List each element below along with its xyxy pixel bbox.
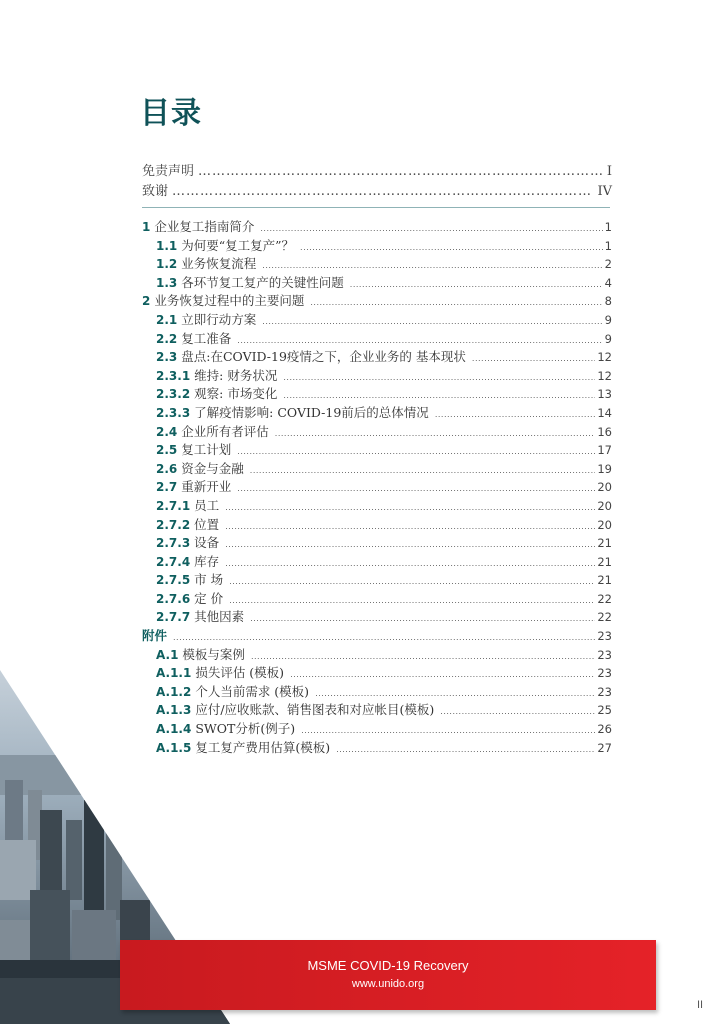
toc-entry-number: A.1.2 [156,684,192,699]
toc-entry-title: 位置 [194,516,220,532]
toc-entry-page: 16 [597,424,612,439]
toc-entry-title: 资金与金融 [181,460,244,476]
toc-entry[interactable] [142,217,612,236]
toc-entry-number: A.1 [156,647,179,662]
toc-entry-title: 复工复产费用估算(模板) [195,739,331,755]
leader-dots [172,184,593,199]
toc-entry[interactable] [142,515,612,534]
toc-entry-number: 2.3 [156,350,178,365]
toc-entry-page: 27 [597,740,612,755]
toc-entry[interactable] [142,496,612,515]
toc-entry[interactable] [142,589,612,608]
toc-entry-page: 21 [597,573,612,588]
toc-entry-page: 1 [604,220,612,234]
toc-entry-page: 20 [597,480,612,495]
toc-entry-page: 23 [597,629,612,644]
leader-dots [275,429,596,438]
front-matter-title: 致谢 [142,184,169,199]
toc-entry-number: 1.1 [156,238,178,253]
toc-entry-title: 为何要“复工复产”？ [181,237,295,253]
leader-dots [440,707,595,716]
toc-entry-page: 20 [597,498,612,513]
leader-dots [237,447,595,456]
toc-entry-title: 复工准备 [181,330,232,346]
toc-entry-page: 22 [597,591,612,606]
toc-entry-number: 1.3 [156,275,178,290]
toc-entry-title: 业务恢复流程 [181,256,257,272]
toc-entry[interactable] [142,570,612,589]
toc-entry-title: 立即行动方案 [181,311,257,327]
toc-entry-number: 2.7.3 [156,536,191,551]
toc-entry-title: 附件 [142,628,168,644]
leader-dots [435,410,596,419]
leader-dots [262,261,602,270]
toc-entry-page: 4 [604,275,612,290]
toc-entry[interactable] [142,533,612,552]
toc-entry-page: 21 [597,554,612,569]
toc-entry-number: 2.7.5 [156,573,191,588]
leader-dots [237,484,595,493]
toc-entry-title: 应付/应收账款、销售图表和对应帐目(模板) [195,702,435,718]
toc-entry-title: 了解疫情影响: COVID-19前后的总体情况 [194,404,429,420]
toc-entry[interactable] [142,607,612,626]
toc-entry-page: 8 [604,294,612,309]
toc-entry-number: 2.5 [156,443,178,458]
leader-dots [300,243,603,252]
toc-entry-title: 市 场 [194,572,224,588]
toc-entry-number: 1.2 [156,257,178,272]
leader-dots [225,540,595,549]
banner-url[interactable]: www.unido.org [351,978,425,990]
toc-entry-number: A.1.1 [156,666,192,681]
toc-entry-number: 2.7 [156,480,178,495]
front-matter-row[interactable] [142,160,612,180]
leader-dots [290,670,595,679]
front-matter-title: 免责声明 [142,164,195,179]
leader-dots [315,689,595,698]
toc-entry-title: 其他因素 [194,609,245,625]
toc-entry-number: 2.4 [156,424,178,439]
page-title: 目录 [140,96,202,131]
toc-entry-title: 维持: 财务状况 [194,367,278,383]
leader-dots [225,559,595,568]
toc-entry-page: 23 [597,666,612,681]
toc-entry-page: 23 [597,684,612,699]
toc-entry-page: 14 [597,405,612,420]
toc-entry[interactable] [142,384,612,403]
leader-dots [336,745,595,754]
toc-entry-number: 2.7.7 [156,610,191,625]
toc-entry[interactable] [142,254,612,273]
toc-entry-page: 19 [597,461,612,476]
leader-dots [250,614,595,623]
toc-entry-title: 重新开业 [181,479,232,495]
toc-entry-title: 各环节复工复产的关键性问题 [181,274,344,290]
toc-entry-number: A.1.5 [156,740,192,755]
toc-entry-title: SWOT分析(例子) [195,721,296,737]
toc-entry[interactable] [142,329,612,348]
toc-entry-number: 2 [142,294,151,309]
toc-entry-number: 2.7.6 [156,591,191,606]
toc-entry[interactable] [142,459,612,478]
front-matter-page: I [606,164,612,179]
banner-title: MSME COVID-19 Recovery [307,958,469,973]
toc-entry-number: 2.6 [156,461,178,476]
leader-dots [229,596,595,605]
toc-entry-page: 25 [597,703,612,718]
toc-entry[interactable] [142,273,612,292]
toc-entry-number: 2.2 [156,331,178,346]
toc-entry-page: 23 [597,647,612,662]
toc-entry[interactable] [142,403,612,422]
toc-entry-title: 个人当前需求 (模板) [195,683,310,699]
toc-entry[interactable] [142,626,612,645]
footer-banner [120,940,656,1010]
toc-entry-page: 2 [604,257,612,272]
toc-entry-title: 员工 [194,497,220,513]
toc-entry-page: 13 [597,387,612,402]
leader-dots [198,164,603,179]
toc-entry-number: 2.7.2 [156,517,191,532]
toc-entry-number: 2.3.2 [156,387,191,402]
toc-entry-page: 22 [597,610,612,625]
toc-entry-title: 企业复工指南简介 [154,219,255,234]
toc-entry-title: 定 价 [194,590,224,606]
leader-dots [251,652,595,661]
divider [142,207,610,208]
leader-dots [310,298,602,307]
toc-entry[interactable] [142,440,612,459]
toc-entry-page: 12 [597,368,612,383]
toc-entry-title: 库存 [194,553,220,569]
toc-entry-number: 2.7.4 [156,554,191,569]
leader-dots [262,317,602,326]
front-matter-page: IV [597,184,612,199]
toc-entry[interactable] [142,552,612,571]
toc-entry-number: 2.7.1 [156,498,191,513]
toc-entry-number: A.1.4 [156,722,192,737]
front-matter-row[interactable] [142,180,612,200]
leader-dots [350,280,603,289]
toc-entry-title: 复工计划 [181,442,232,458]
toc-entry-title: 业务恢复过程中的主要问题 [154,293,305,309]
page-number: II [697,999,704,1011]
toc-entry[interactable] [142,477,612,496]
leader-dots [225,522,595,531]
toc-entry[interactable] [142,236,612,255]
toc-entry-page: 9 [604,331,612,346]
front-matter [142,160,612,200]
toc-entry-number: A.1.3 [156,703,192,718]
toc-entry-title: 观察: 市场变化 [194,386,278,402]
toc-entry-title: 模板与案例 [182,646,245,662]
leader-dots [260,224,602,233]
toc-entry-title: 损失评估 (模板) [195,665,285,681]
leader-dots [173,633,595,642]
leader-dots [472,354,595,363]
leader-dots [237,336,602,345]
toc-entry[interactable] [142,291,612,310]
toc-entry-page: 1 [604,238,612,253]
toc-entry-page: 12 [597,350,612,365]
leader-dots [229,577,595,586]
toc-entry[interactable] [142,310,612,329]
leader-dots [225,503,595,512]
toc-entry-title: 盘点:在COVID-19疫情之下，企业业务的 基本现状 [181,349,466,365]
toc-entry-number: 2.3.3 [156,405,191,420]
leader-dots [250,466,596,475]
toc-entry-page: 26 [597,722,612,737]
toc-entry-page: 21 [597,536,612,551]
toc-entry-number: 2.1 [156,312,178,327]
toc-entry[interactable] [142,347,612,366]
toc-entry-page: 20 [597,517,612,532]
toc-entry-page: 17 [597,443,612,458]
toc-entry-title: 企业所有者评估 [181,423,269,439]
toc-entry[interactable] [142,422,612,441]
toc-entry[interactable] [142,366,612,385]
leader-dots [283,373,595,382]
toc-entry-page: 9 [604,312,612,327]
toc-entry-number: 2.3.1 [156,368,191,383]
leader-dots [283,391,595,400]
toc-entry-title: 设备 [194,535,220,551]
toc-entry-number: 1 [142,220,151,234]
leader-dots [301,726,595,735]
